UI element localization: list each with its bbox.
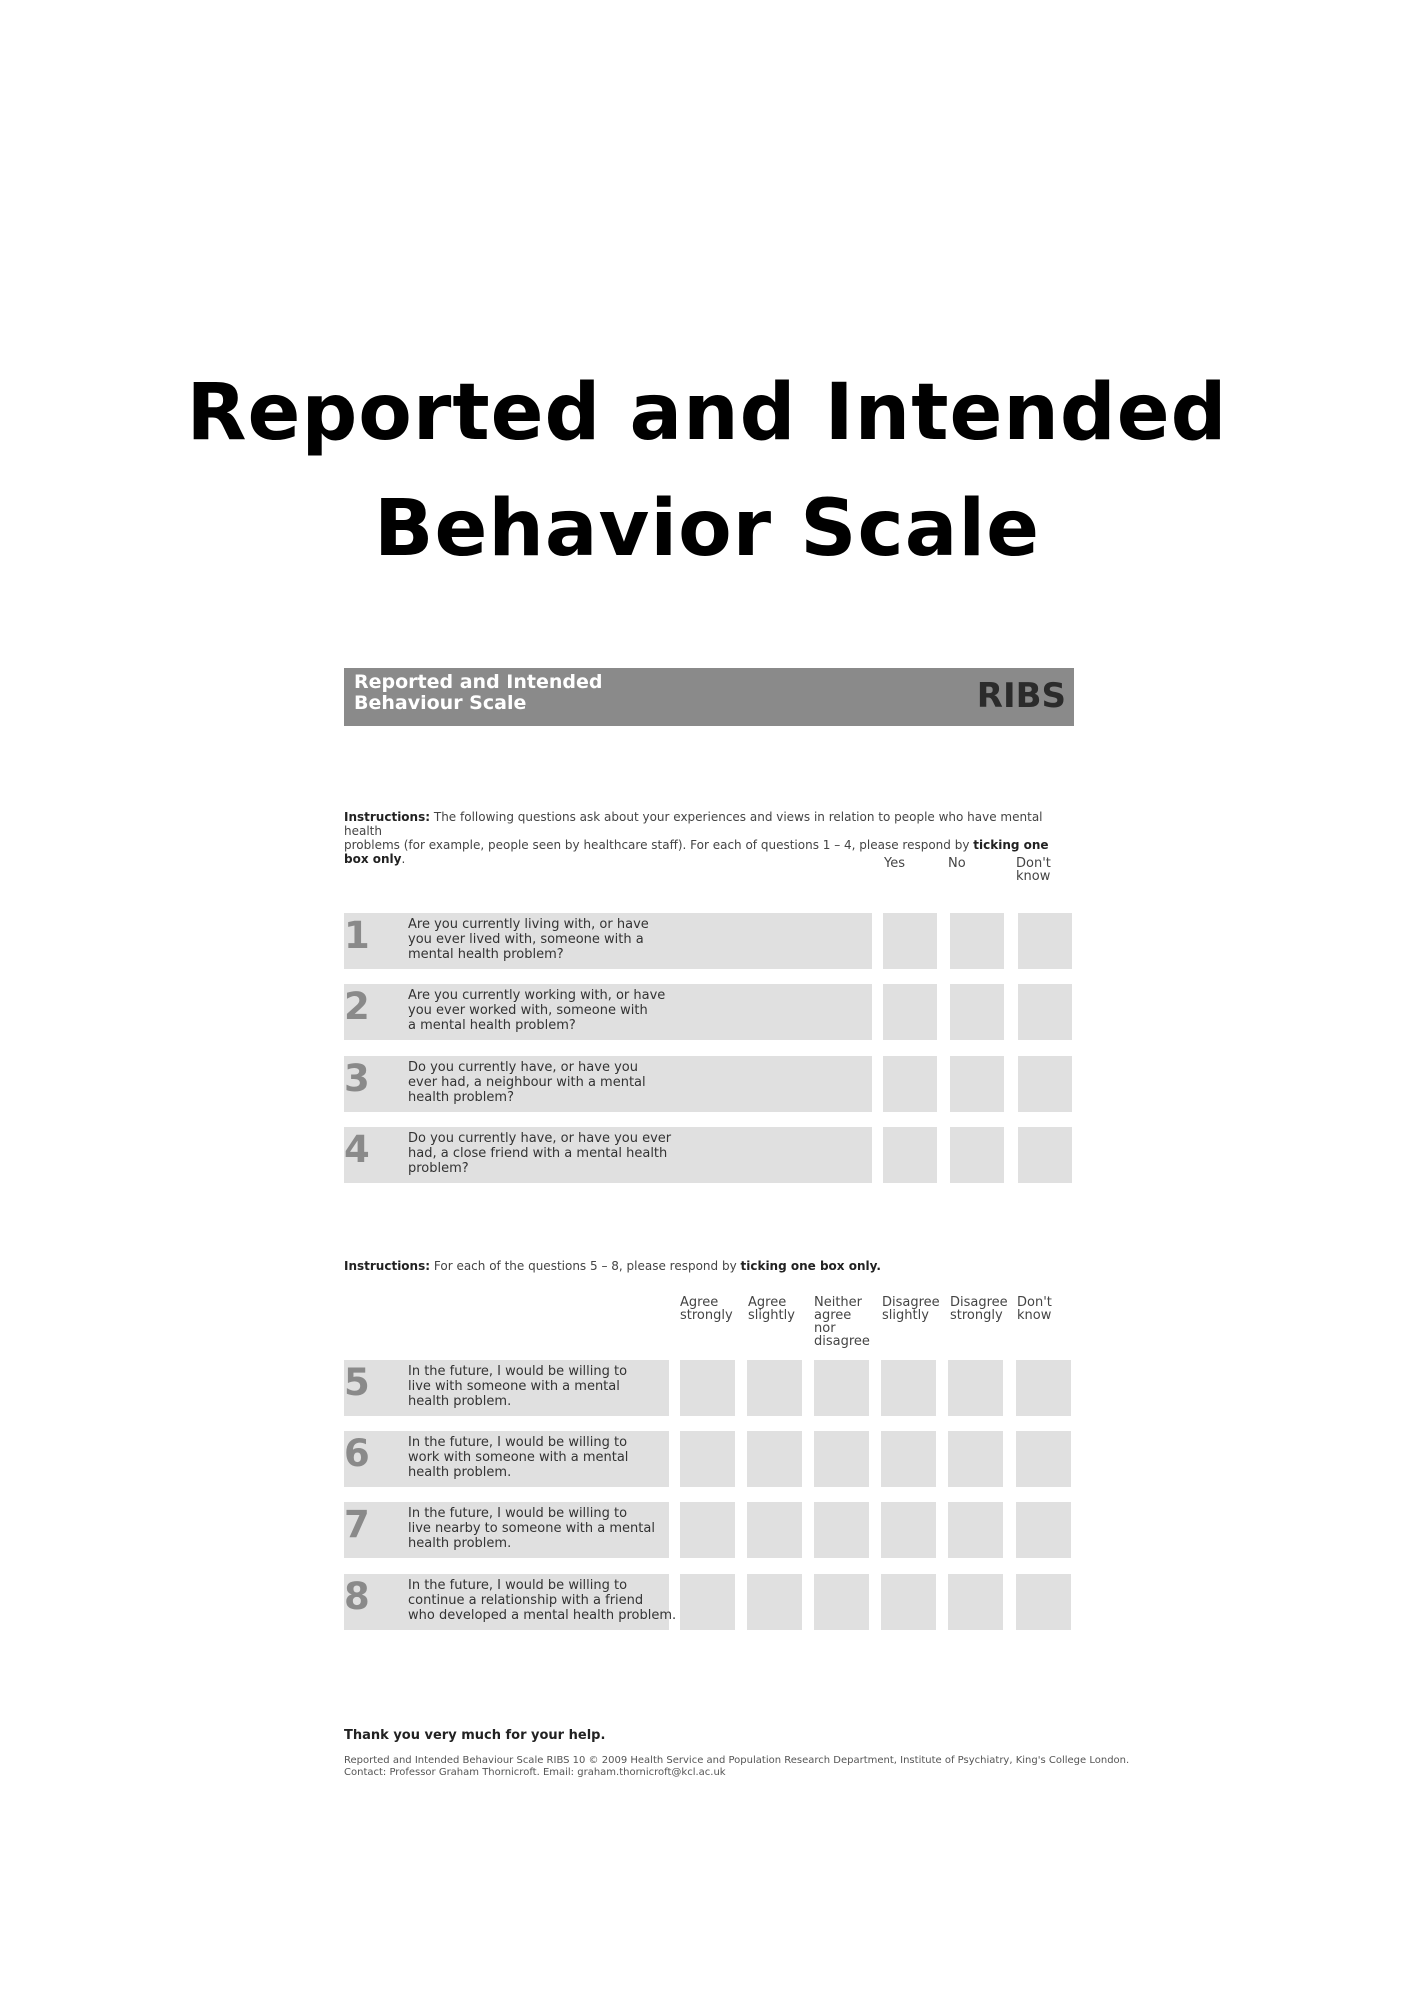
column-header-dont-know: Don't know [1016,856,1051,884]
question-text: Do you currently have, or have you ever had, a neighbour with a mental health problem? [408,1060,646,1105]
question-number: 3 [344,1057,370,1100]
checkbox-neither[interactable] [814,1502,869,1558]
checkbox-agree-strongly[interactable] [680,1431,735,1487]
checkbox-dont-know[interactable] [1016,1431,1071,1487]
question-text: In the future, I would be willing to live nearby to someone with a mental health problem. [408,1506,655,1551]
question-text: In the future, I would be willing to live with someone with a mental health problem. [408,1364,628,1409]
footer-copyright [344,1755,1129,1779]
banner-abbr: RIBS [976,676,1066,716]
checkbox-agree-strongly[interactable] [680,1360,735,1416]
question-number: 4 [344,1128,370,1171]
question-number: 7 [344,1503,370,1546]
question-text: In the future, I would be willing to work with someone with a mental health problem. [408,1435,629,1480]
checkbox-agree-slightly[interactable] [747,1502,802,1558]
checkbox-disagree-slightly[interactable] [881,1502,936,1558]
checkbox-dont-know[interactable] [1018,1056,1072,1112]
checkbox-neither[interactable] [814,1431,869,1487]
section2-instructions [344,1259,1074,1273]
checkbox-disagree-slightly[interactable] [881,1360,936,1416]
question-number: 6 [344,1432,370,1475]
question-number: 8 [344,1575,370,1618]
checkbox-neither[interactable] [814,1574,869,1630]
question-text: Are you currently living with, or have you ever lived with, someone with a mental health problem? [408,917,649,962]
ribs-form [344,668,1130,1788]
instructions-text: . [401,852,406,866]
checkbox-disagree-strongly[interactable] [948,1360,1003,1416]
column-header-yes: Yes [884,856,905,871]
page-title [0,355,1414,587]
question-number: 2 [344,985,370,1028]
checkbox-yes[interactable] [883,984,937,1040]
page-title-line: Behavior Scale [374,484,1040,574]
footer-line: Contact: Professor Graham Thornicroft. Email: graham.thornicroft@kcl.ac.uk [344,1767,726,1778]
checkbox-disagree-strongly[interactable] [948,1502,1003,1558]
checkbox-dont-know[interactable] [1018,913,1072,969]
checkbox-yes[interactable] [883,1056,937,1112]
checkbox-yes[interactable] [883,913,937,969]
checkbox-agree-slightly[interactable] [747,1574,802,1630]
checkbox-dont-know[interactable] [1018,1127,1072,1183]
checkbox-neither[interactable] [814,1360,869,1416]
banner-title-line: Reported and Intended [354,671,603,693]
banner-title-line: Behaviour Scale [354,692,527,714]
instructions-text: problems (for example, people seen by healthcare staff). For each of questions 1 – 4, please respond by [344,838,974,852]
instructions-label: Instructions: [344,1259,431,1273]
column-header-neither: Neither agree nor disagree [814,1295,870,1349]
column-header-dont-know: Don't know [1017,1295,1052,1323]
checkbox-disagree-strongly[interactable] [948,1574,1003,1630]
instructions-text: The following questions ask about your experiences and views in relation to people who have mental health [344,810,1043,838]
checkbox-agree-strongly[interactable] [680,1502,735,1558]
question-text: In the future, I would be willing to continue a relationship with a friend who developed a mental health problem. [408,1578,677,1623]
column-header-disagree-strongly: Disagree strongly [950,1295,1008,1323]
question-text: Do you currently have, or have you ever had, a close friend with a mental health problem? [408,1131,672,1176]
checkbox-disagree-slightly[interactable] [881,1574,936,1630]
banner-title [354,672,614,714]
column-header-no: No [948,856,966,871]
column-header-agree-slightly: Agree slightly [748,1295,795,1323]
question-number: 1 [344,914,370,957]
instructions-text: For each of the questions 5 – 8, please respond by [433,1259,741,1273]
checkbox-disagree-slightly[interactable] [881,1431,936,1487]
checkbox-dont-know[interactable] [1016,1360,1071,1416]
checkbox-agree-slightly[interactable] [747,1360,802,1416]
checkbox-no[interactable] [950,913,1004,969]
page-title-line: Reported and Intended [186,368,1228,458]
form-banner [344,668,1074,726]
instructions-label: Instructions: [344,810,431,824]
question-text: Are you currently working with, or have you ever worked with, someone with a mental health problem? [408,988,666,1033]
instructions-emphasis: ticking one box only [344,838,1049,866]
checkbox-dont-know[interactable] [1016,1502,1071,1558]
checkbox-disagree-strongly[interactable] [948,1431,1003,1487]
checkbox-agree-slightly[interactable] [747,1431,802,1487]
checkbox-no[interactable] [950,1056,1004,1112]
checkbox-yes[interactable] [883,1127,937,1183]
checkbox-no[interactable] [950,1127,1004,1183]
column-header-agree-strongly: Agree strongly [680,1295,733,1323]
checkbox-agree-strongly[interactable] [680,1574,735,1630]
question-number: 5 [344,1361,370,1404]
checkbox-dont-know[interactable] [1018,984,1072,1040]
footer-line: Reported and Intended Behaviour Scale RIBS 10 © 2009 Health Service and Population Research Department, Institute of Psychiatry, King's College London. [344,1755,1130,1766]
checkbox-dont-know[interactable] [1016,1574,1071,1630]
column-header-disagree-slightly: Disagree slightly [882,1295,940,1323]
thank-you-text: Thank you very much for your help. [344,1728,606,1743]
checkbox-no[interactable] [950,984,1004,1040]
instructions-emphasis: ticking one box only. [740,1259,881,1273]
